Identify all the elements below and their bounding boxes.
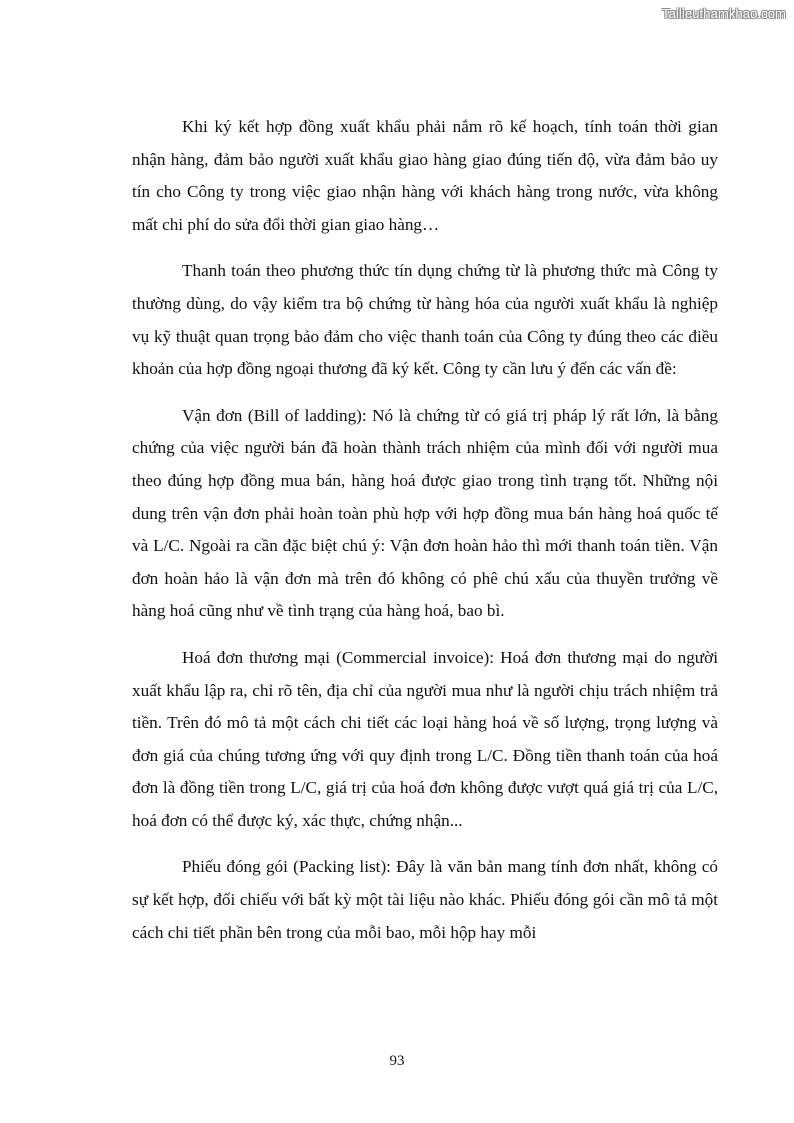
paragraph-contract-signing: Khi ký kết hợp đồng xuất khẩu phải nắm rõ kế hoạch, tính toán thời gian nhận hàng, đảm bảo người xuất khẩu giao hàng giao đúng tiến độ, vừa đảm bảo uy tín cho Công ty trong việc giao nhận hàng với khách hàng trong nước, vừa không mất chi phí do sửa đổi thời gian giao hàng… <box>132 117 718 234</box>
watermark-text: Tailieuthamkhao.com <box>661 6 786 21</box>
paragraph-packing-list: Phiếu đóng gói (Packing list): Đây là văn bản mang tính đơn nhất, không có sự kết hợp, đối chiếu với bất kỳ một tài liệu nào khác. Phiếu đóng gói cần mô tả một cách chi tiết phần bên trong của mỗi bao, mỗi hộp hay mỗi <box>132 857 718 942</box>
document-body <box>132 111 718 963</box>
paragraph-commercial-invoice: Hoá đơn thương mại (Commercial invoice): Hoá đơn thương mại do người xuất khẩu lập ra, chỉ rõ tên, địa chỉ của người mua như là người chịu trách nhiệm trả tiền. Trên đó mô tả một cách chi tiết các loại hàng hoá về số lượng, trọng lượng và đơn giá của chúng tương ứng với quy định trong L/C. Đồng tiền thanh toán của hoá đơn là đồng tiền trong L/C, giá trị của hoá đơn không được vượt quá giá trị của L/C, hoá đơn có thể được ký, xác thực, chứng nhận... <box>132 647 718 830</box>
paragraph-bill-of-lading: Vận đơn (Bill of ladding): Nó là chứng từ có giá trị pháp lý rất lớn, là bằng chứng của việc người bán đã hoàn thành trách nhiệm của mình đối với người mua theo đúng hợp đồng mua bán, hàng hoá được giao trong tình trạng tốt. Những nội dung trên vận đơn phải hoàn toàn phù hợp với hợp đồng mua bán hàng hoá quốc tế và L/C. Ngoài ra cần đặc biệt chú ý: Vận đơn hoàn hảo thì mới thanh toán tiền. Vận đơn hoàn hảo là vận đơn mà trên đó không có phê chú xấu của thuyền trưởng về hàng hoá cũng như về tình trạng của hàng hoá, bao bì. <box>132 405 718 621</box>
page-number: 93 <box>389 1053 405 1069</box>
paragraph-documentary-credit: Thanh toán theo phương thức tín dụng chứng từ là phương thức mà Công ty thường dùng, do vậy kiểm tra bộ chứng từ hàng hóa của người xuất khẩu là nghiệp vụ kỹ thuật quan trọng bảo đảm cho việc thanh toán của Công ty đúng theo các điều khoản của hợp đồng ngoại thương đã ký kết. Công ty cần lưu ý đến các vấn đề: <box>132 261 718 379</box>
